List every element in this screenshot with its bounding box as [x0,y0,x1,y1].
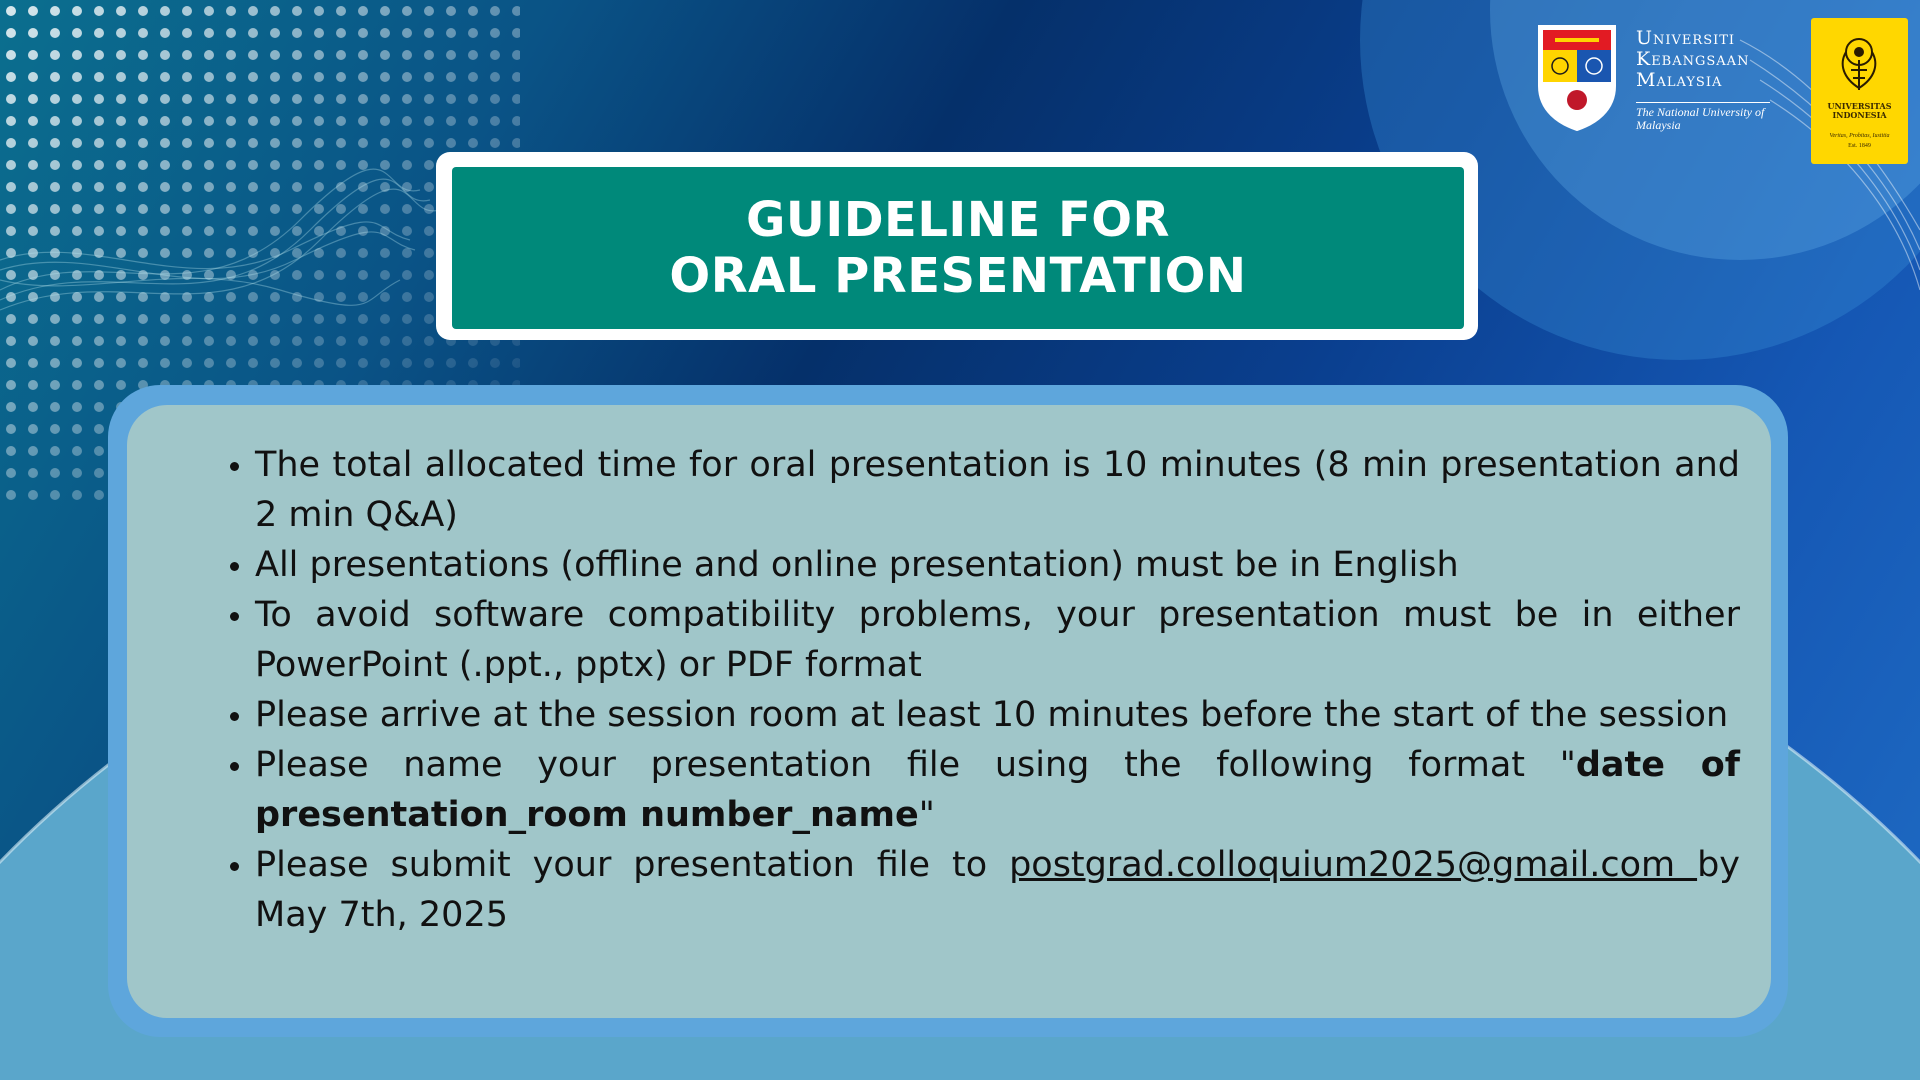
ui-name: UNIVERSITAS INDONESIA [1827,101,1892,120]
ukm-divider [1636,102,1770,103]
ukm-name-line-3: Malaysia [1636,69,1723,91]
submission-email-link[interactable]: postgrad.colloquium2025@gmail.com [1009,845,1698,885]
guideline-list [218,440,1740,940]
ukm-name-line-2: Kebangsaan [1636,48,1750,70]
ui-logo [1811,18,1908,164]
guideline-item-time: • The total allocated time for oral presentation is 10 minutes (8 min presentation and 2 min Q&A) [255,440,1740,540]
guideline-item-filename: • Please name your presentation file using the following format "date of presentation_room number_name" [255,740,1740,840]
title-line-2: ORAL PRESENTATION [669,248,1247,304]
filename-format: date of presentation_room number_name [255,745,1740,835]
ui-makara-emblem [1829,30,1889,100]
ui-est: Est. 1849 [1848,143,1871,149]
ukm-name-line-1: Universiti [1636,27,1736,49]
ukm-tagline: The National University of Malaysia [1636,105,1765,132]
page-title [452,167,1464,329]
guideline-item-submit: • Please submit your presentation file to postgrad.colloquium2025@gmail.com by May 7th, 2025 [255,840,1740,940]
guideline-item-arrival: • Please arrive at the session room at least 10 minutes before the start of the session [255,690,1740,740]
ui-motto: Veritas, Probitas, Iustitia [1829,133,1890,139]
ukm-name [1636,28,1776,91]
guideline-item-format: • To avoid software compatibility problems, your presentation must be in either PowerPoint (.ppt., pptx) or PDF format [255,590,1740,690]
guideline-item-language: • All presentations (offline and online presentation) must be in English [255,540,1740,590]
title-line-1: GUIDELINE FOR [745,192,1171,248]
